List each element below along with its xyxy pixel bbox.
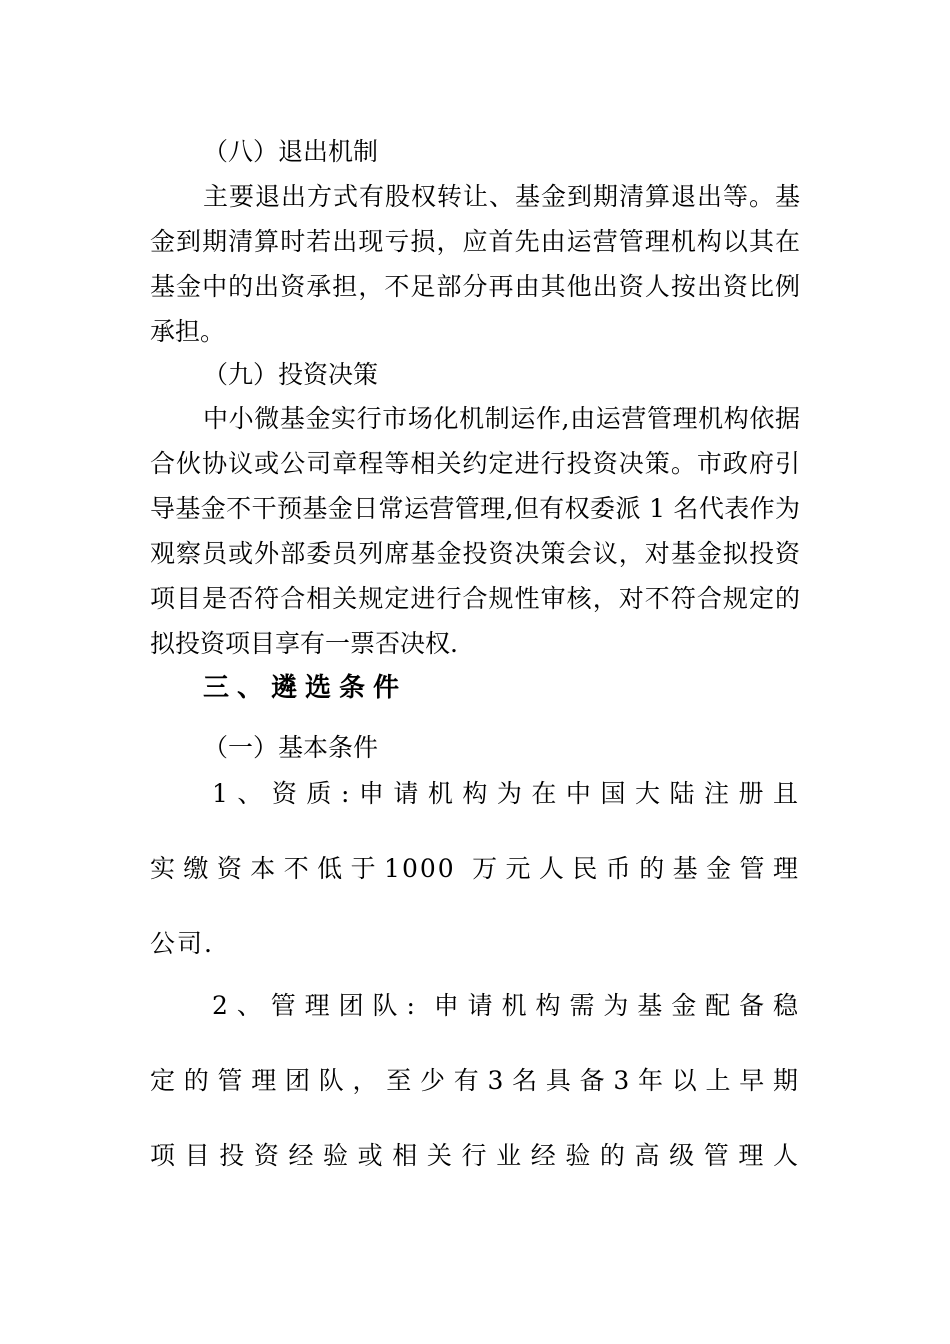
- section-9-title: （九）投资决策: [203, 360, 379, 389]
- part-3-heading: 三、遴选条件: [203, 673, 408, 703]
- item-1-line-3: 公司.: [150, 929, 214, 958]
- section-9-line-4: 观察员或外部委员列席基金投资决策会议，对基金拟投资: [150, 539, 800, 568]
- section-8-line-3: 基金中的出资承担，不足部分再由其他出资人按出资比例: [150, 272, 800, 301]
- item-1-line-2: 实缴资本不低于1000 万元人民币的基金管理: [150, 854, 800, 883]
- item-2-line-2: 定的管理团队，至少有3名具备3年以上早期: [150, 1066, 800, 1095]
- section-9-line-2: 合伙协议或公司章程等相关约定进行投资决策。市政府引: [150, 449, 800, 478]
- section-9-line-6: 拟投资项目享有一票否决权.: [150, 629, 458, 658]
- section-9-line-1: 中小微基金实行市场化机制运作,由运营管理机构依据: [203, 404, 800, 433]
- section-8-line-2: 金到期清算时若出现亏损，应首先由运营管理机构以其在: [150, 227, 800, 256]
- section-8-line-1: 主要退出方式有股权转让、基金到期清算退出等。基: [203, 182, 800, 211]
- subsection-1-title: （一）基本条件: [203, 733, 379, 762]
- item-2-line-3: 项目投资经验或相关行业经验的高级管理人: [150, 1141, 800, 1170]
- section-8-title: （八）退出机制: [203, 137, 379, 166]
- section-9-line-5: 项目是否符合相关规定进行合规性审核，对不符合规定的: [150, 584, 800, 613]
- item-2-line-1: 2、管理团队: 申请机构需为基金配备稳: [212, 991, 800, 1020]
- item-1-line-1: 1、资质:申请机构为在中国大陆注册且: [212, 779, 800, 808]
- section-9-line-3: 导基金不干预基金日常运营管理,但有权委派 1 名代表作为: [150, 494, 800, 523]
- section-8-line-4: 承担。: [150, 317, 226, 346]
